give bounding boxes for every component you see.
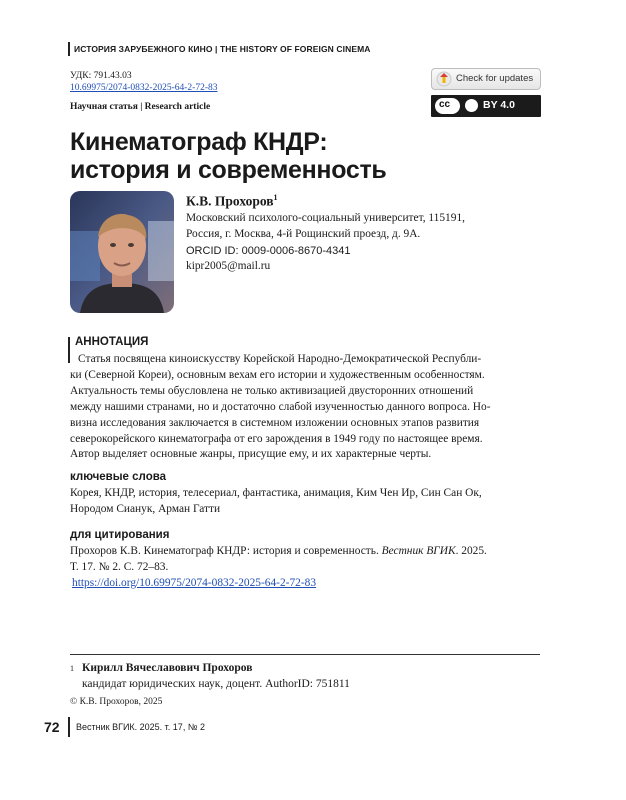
author-affiliation-line-1: Московский психолого-социальный университет, 115191, [186, 212, 465, 224]
citation-text [70, 544, 542, 592]
abstract-line: визна исследования заключается в системном изложении основных этапов развития [70, 416, 480, 429]
page-number: 72 [44, 719, 60, 735]
citation-line-1 [70, 544, 542, 560]
keywords-line: Нородом Сианук, Арман Гатти [70, 502, 221, 515]
udk: УДК: 791.43.03 [70, 71, 132, 81]
cc-logo-text: cc [439, 99, 451, 110]
keywords-heading: ключевые слова [70, 471, 167, 483]
footer-rule [68, 717, 70, 737]
article-title [70, 128, 387, 184]
abstract-line: Статья посвящена киноискусству Корейской Народно-Демократической Республи- [78, 353, 482, 365]
abstract-heading: АННОТАЦИЯ [75, 336, 149, 348]
journal-section-header [74, 44, 371, 54]
by-person-icon [465, 99, 478, 112]
author-photo-image [70, 191, 174, 313]
title-line-2: история и современность [70, 156, 387, 184]
citation-text-before: Прохоров К.В. Кинематограф КНДР: история и современность. [70, 545, 382, 557]
check-updates-badge[interactable] [431, 68, 541, 90]
copyright: © К.В. Прохоров, 2025 [70, 697, 163, 707]
citation-doi-link[interactable]: https://doi.org/10.69975/2074-0832-2025-64-2-72-83 [72, 576, 317, 589]
abstract-text [70, 352, 542, 463]
citation-journal: Вестник ВГИК [381, 545, 456, 557]
license-label: BY 4.0 [483, 99, 515, 111]
footnote-rule [70, 654, 540, 655]
journal-section-en: THE HISTORY OF FOREIGN CINEMA [219, 44, 371, 54]
author-affiliation-line-2: Россия, г. Москва, 4-й Рощинский проезд, д. 9А. [186, 228, 421, 240]
abstract-line: ки (Северной Кореи), основным вехам его истории и художественным особенностям. [70, 368, 485, 381]
header-separator: | [215, 44, 218, 54]
keywords-text [70, 486, 542, 518]
abstract-line: между нашими странами, но и достаточно слабой изученностью данного вопроса. Но- [70, 400, 491, 413]
footnote-mark: 1 [70, 664, 74, 673]
abstract-line: северокорейского кинематографа от его зарождения в 1949 году по настоящее время. [70, 432, 483, 445]
author-footnote-mark: 1 [273, 193, 278, 202]
crossmark-icon [436, 71, 452, 87]
author-name [186, 193, 278, 210]
title-line-1: Кинематограф КНДР: [70, 128, 328, 156]
header-rule [68, 42, 70, 56]
check-updates-label: Check for updates [456, 73, 534, 84]
footnote-author-details: кандидат юридических наук, доцент. AuthorID: 751811 [82, 678, 350, 690]
author-photo [70, 191, 174, 313]
author-email[interactable]: kipr2005@mail.ru [186, 260, 271, 272]
abstract-line: Автор выделяет основные жанры, присущие ему, и их характерные черты. [70, 448, 432, 461]
citation-line-2: Т. 17. № 2. С. 72–83. [70, 560, 169, 573]
keywords-line: Корея, КНДР, история, телесериал, фантастика, анимация, Ким Чен Ир, Син Сан Ок, [70, 487, 482, 499]
citation-heading: для цитирования [70, 529, 170, 541]
license-badge[interactable] [431, 95, 541, 117]
doi-link[interactable]: 10.69975/2074-0832-2025-64-2-72-83 [70, 83, 218, 93]
abstract-line: Актуальность темы обусловлена не только активизацией двусторонних отношений [70, 384, 474, 397]
cc-logo-icon [435, 98, 460, 114]
journal-section-ru: ИСТОРИЯ ЗАРУБЕЖНОГО КИНО [74, 44, 213, 54]
journal-issue: Вестник ВГИК. 2025. т. 17, № 2 [76, 722, 205, 732]
article-type: Научная статья | Research article [70, 102, 211, 112]
author-orcid: ORCID ID: 0009-0006-8670-4341 [186, 245, 351, 257]
footnote-author-name: Кирилл Вячеславович Прохоров [82, 662, 253, 674]
citation-text-after: . 2025. [455, 545, 487, 557]
author-name-text: К.В. Прохоров [186, 193, 274, 209]
